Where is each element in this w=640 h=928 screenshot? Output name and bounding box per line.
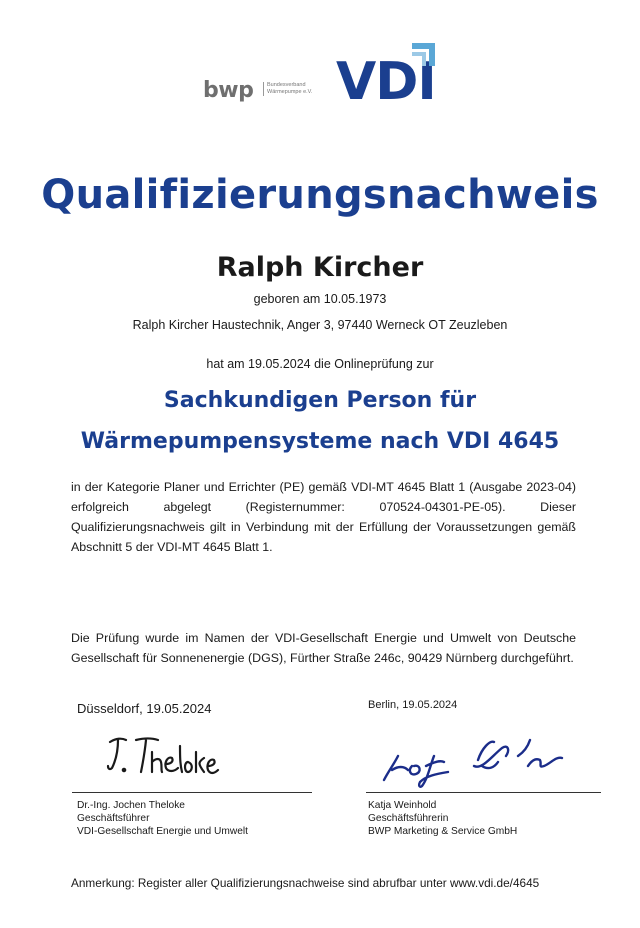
bwp-logo-subtitle: Bundesverband Wärmepumpe e.V. (263, 82, 327, 96)
holder-name: Ralph Kircher (216, 252, 424, 283)
signer-left-organization: VDI-Gesellschaft Energie und Umwelt (77, 826, 248, 837)
vdi-logo (336, 42, 436, 112)
exam-organization-paragraph: Die Prüfung wurde im Namen der VDI-Gesellschaft Energie und Umwelt von Deutsche Gesellschaft für Sonnenenergie (DGS), Fürther Straße 246c, 90429 Nürnberg durchgeführt. (71, 631, 576, 665)
category-paragraph: in der Kategorie Planer und Errichter (PE) gemäß VDI-MT 4645 Blatt 1 (Ausgabe 2023-04) erfolgreich abgelegt (Registernummer: 070524-04301-PE-05). Dieser Qualifizierungsnachweis gilt in Verbindung mit der Erfüllung der Voraussetzungen gemäß Abschnitt 5 der VDI-MT 4645 Blatt 1. (71, 480, 576, 554)
bwp-logo (203, 78, 313, 108)
exam-date-line: hat am 19.05.2024 die Onlineprüfung zur (206, 357, 434, 371)
signer-right (368, 799, 517, 838)
signer-right-role: Geschäftsführerin (368, 813, 449, 824)
address-line: Ralph Kircher Haustechnik, Anger 3, 97440 Werneck OT Zeuzleben (132, 318, 508, 332)
place-date-right: Berlin, 19.05.2024 (368, 699, 458, 711)
vdi-logo-mark: VDI (336, 52, 436, 112)
register-footnote: Anmerkung: Register aller Qualifizierungsnachweise sind abrufbar unter www.vdi.de/4645 (71, 876, 540, 890)
qualification-subject-line-2: Wärmepumpensysteme nach VDI 4645 (80, 429, 560, 454)
signature-line-left (72, 792, 312, 793)
place-date-left: Düsseldorf, 19.05.2024 (77, 701, 212, 716)
vdi-corner-icon (408, 42, 436, 70)
birth-date-line: geboren am 10.05.1973 (253, 292, 387, 306)
signature-left (100, 728, 220, 788)
qualification-subject-line-1: Sachkundigen Person für (163, 388, 477, 413)
signature-line-right (366, 792, 601, 793)
certificate-title: Qualifizierungsnachweis (41, 172, 599, 218)
signer-left-name: Dr.-Ing. Jochen Theloke (77, 800, 185, 811)
signer-right-name: Katja Weinhold (368, 800, 437, 811)
signer-right-organization: BWP Marketing & Service GmbH (368, 826, 518, 837)
bwp-logo-mark: bwp (203, 78, 254, 103)
signer-left (77, 799, 248, 838)
signature-right (378, 726, 578, 788)
signer-left-role: Geschäftsführer (77, 813, 150, 824)
